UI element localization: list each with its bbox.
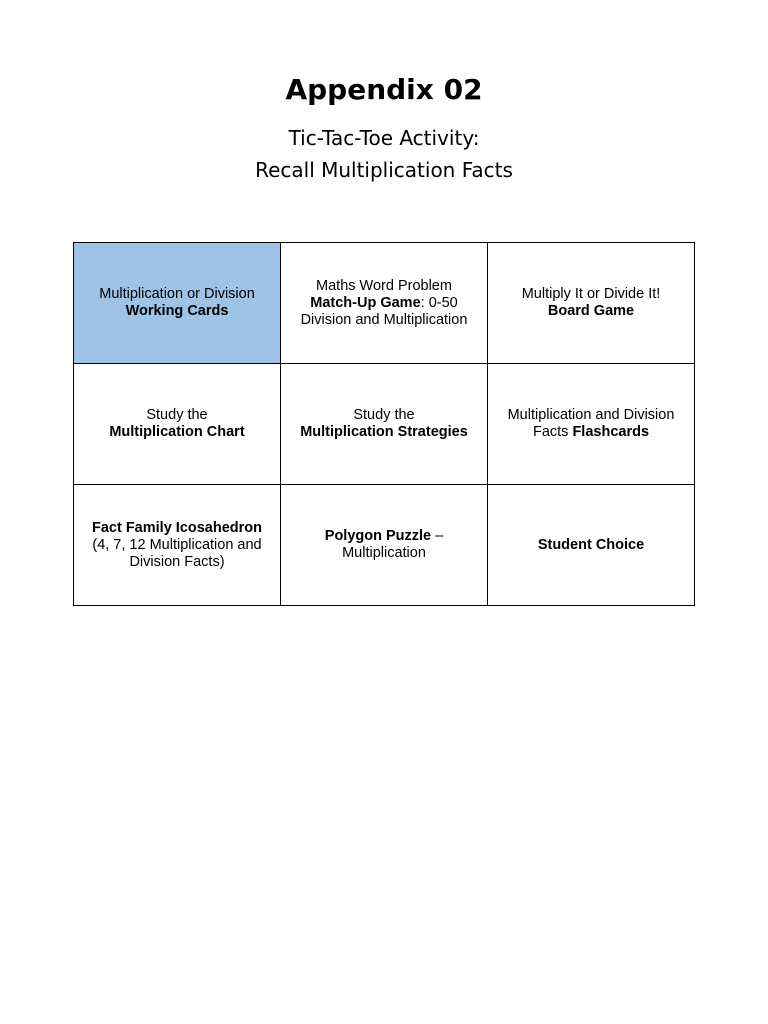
page-title: Appendix 02 — [285, 73, 483, 106]
cell-activity-name: Multiplication Chart — [109, 424, 245, 440]
cell-fact-family-icosahedron — [74, 485, 281, 606]
cell-text-line — [293, 528, 475, 545]
cell-text-line — [500, 424, 682, 441]
cell-activity-name: Match-Up Game — [310, 294, 421, 311]
cell-text: – — [431, 528, 444, 544]
board-row-2 — [74, 364, 695, 485]
cell-activity-name: Polygon Puzzle — [324, 528, 432, 544]
cell-text: Division Facts) — [129, 553, 225, 570]
cell-activity-name: Working Cards — [125, 303, 229, 319]
cell-board-game — [488, 243, 695, 364]
cell-text: Division and Multiplication — [300, 311, 468, 328]
cell-text: Multiplication and Division — [507, 407, 675, 423]
cell-text: Multiplication or Division — [99, 286, 255, 302]
cell-polygon-puzzle — [281, 485, 488, 606]
cell-match-up-game — [281, 243, 488, 364]
cell-activity-name: Flashcards — [572, 424, 650, 440]
cell-text: : 0-50 — [420, 294, 458, 311]
cell-flashcards — [488, 364, 695, 485]
subtitle-line-1: Tic-Tac-Toe Activity: — [288, 126, 480, 150]
cell-text: Maths Word Problem — [316, 277, 452, 294]
board-row-1 — [74, 243, 695, 364]
cell-text: Study the — [146, 407, 208, 423]
cell-text: (4, 7, 12 Multiplication and — [92, 536, 262, 553]
cell-text: Facts — [532, 424, 573, 440]
cell-text: Multiply It or Divide It! — [521, 286, 661, 302]
cell-text-line — [293, 295, 475, 312]
cell-multiplication-strategies — [281, 364, 488, 485]
cell-activity-name: Fact Family Icosahedron — [91, 519, 263, 536]
board-row-3 — [74, 485, 695, 606]
cell-text: Study the — [353, 407, 415, 423]
tic-tac-toe-board — [73, 242, 695, 606]
subtitle-line-2: Recall Multiplication Facts — [255, 158, 513, 182]
cell-multiplication-chart — [74, 364, 281, 485]
cell-activity-name: Student Choice — [537, 536, 645, 553]
cell-working-cards — [74, 243, 281, 364]
cell-text: Multiplication — [342, 545, 426, 561]
cell-activity-name: Multiplication Strategies — [300, 424, 468, 440]
cell-activity-name: Board Game — [547, 303, 635, 319]
cell-student-choice — [488, 485, 695, 606]
